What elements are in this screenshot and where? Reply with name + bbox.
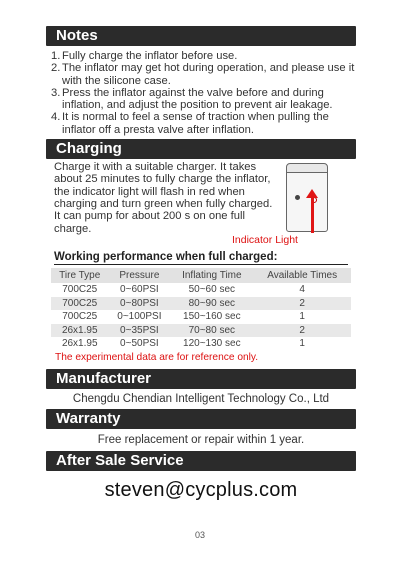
- table-row: 26x1.95 0~35PSI 70~80 sec 2: [51, 324, 351, 338]
- list-item: 4. It is normal to feel a sense of traction when pulling the inflator off a presta valve after inflation.: [51, 111, 329, 136]
- notes-list: [46, 50, 356, 136]
- performance-table: [51, 268, 351, 351]
- manufacturer-text: Chengdu Chendian Intelligent Technology Co., Ltd: [72, 392, 330, 405]
- table-header: Tire Type: [51, 268, 108, 283]
- inflator-illustration-icon: [284, 163, 330, 235]
- notes-heading: Notes: [46, 26, 356, 46]
- table-row: 26x1.95 0~50PSI 120~130 sec 1: [61, 338, 305, 350]
- reference-note: The experimental data are for reference only.: [55, 351, 259, 363]
- page-number: 03: [194, 530, 205, 540]
- table-row: 700C25 0~80PSI 80~90 sec 2: [51, 297, 351, 311]
- charging-text: Charge it with a suitable charger. It takes about 25 minutes to fully charge the inflator, the indicator light will flash in red when charging and turn green when fully charged. It can pump for about 200 s on one full charge.: [54, 161, 273, 235]
- list-item: 2. The inflator may get hot during operation, and please use it with the silicone case.: [51, 62, 355, 87]
- list-item: 1. Fully charge the inflator before use.: [51, 50, 238, 62]
- list-item: 3. Press the inflator against the valve before and during inflation, and adjust the position to prevent air leakage.: [51, 86, 333, 112]
- manufacturer-heading: Manufacturer: [46, 369, 356, 389]
- table-row: 700C25 0~100PSI 150~160 sec 1: [62, 311, 305, 323]
- after-sale-heading: After Sale Service: [46, 451, 356, 471]
- table-header: Inflating Time: [170, 268, 253, 283]
- warranty-text: Free replacement or repair within 1 year.: [97, 433, 305, 446]
- warranty-heading: Warranty: [46, 409, 356, 429]
- charging-section: [46, 161, 356, 247]
- table-header: Pressure: [108, 268, 170, 283]
- table-header: Available Times: [253, 268, 351, 283]
- charging-heading: Charging: [46, 139, 356, 159]
- manual-page: [46, 26, 356, 502]
- indicator-light-label: Indicator Light: [232, 234, 298, 246]
- performance-title: Working performance when full charged:: [54, 251, 356, 265]
- table-row: 700C25 0~60PSI 50~60 sec 4: [62, 284, 305, 296]
- support-email: steven@cycplus.com: [104, 478, 298, 501]
